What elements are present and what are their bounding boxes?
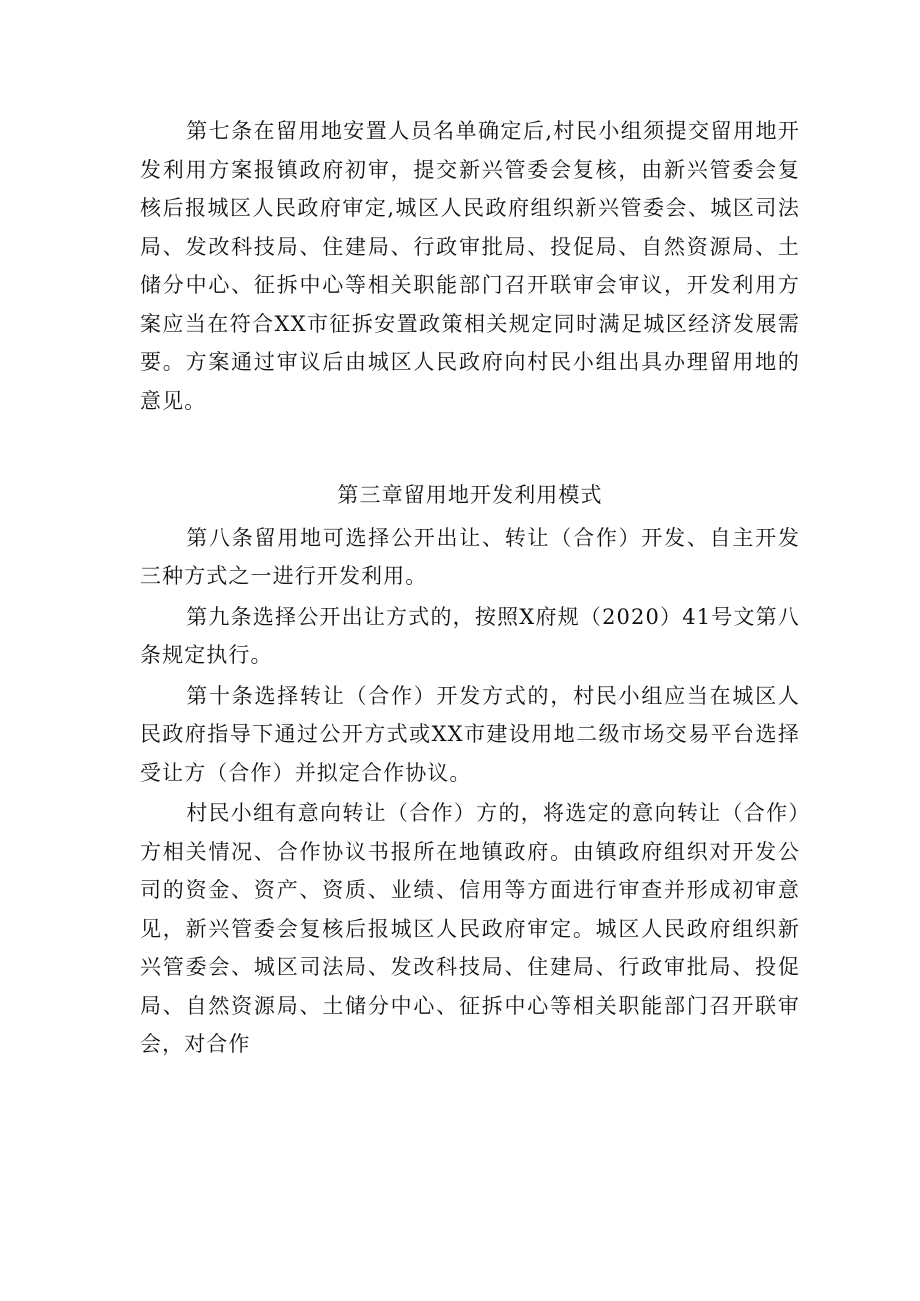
article-9-paragraph: 第九条选择公开出让方式的，按照X府规（2020）41号文第八条规定执行。	[140, 604, 800, 667]
chapter-3-heading: 第三章留用地开发利用模式	[337, 483, 603, 507]
article-10-paragraph: 第十条选择转让（合作）开发方式的，村民小组应当在城区人民政府指导下通过公开方式或XX市建设用地二级市场交易平台选择受让方（合作）并拟定合作协议。	[140, 683, 800, 785]
article-10-continuation-paragraph: 村民小组有意向转让（合作）方的，将选定的意向转让（合作）方相关情况、合作协议书报所在地镇政府。由镇政府组织对开发公司的资金、资产、资质、业绩、信用等方面进行审查并形成初审意见，新兴管委会复核后报城区人民政府审定。城区人民政府组织新兴管委会、城区司法局、发改科技局、住建局、行政审批局、投促局、自然资源局、土储分中心、征拆中心等相关职能部门召开联审会，对合作	[140, 801, 800, 1056]
article-7-paragraph: 第七条在留用地安置人员名单确定后,村民小组须提交留用地开发利用方案报镇政府初审，提交新兴管委会复核，由新兴管委会复核后报城区人民政府审定,城区人民政府组织新兴管委会、城区司法局、发改科技局、住建局、行政审批局、投促局、自然资源局、土储分中心、征拆中心等相关职能部门召开联审会审议，开发利用方案应当在符合XX市征拆安置政策相关规定同时满足城区经济发展需要。方案通过审议后由城区人民政府向村民小组出具办理留用地的意见。	[140, 119, 800, 413]
article-8-paragraph: 第八条留用地可选择公开出让、转让（合作）开发、自主开发三种方式之一进行开发利用。	[140, 525, 800, 588]
document-body	[140, 112, 800, 1064]
